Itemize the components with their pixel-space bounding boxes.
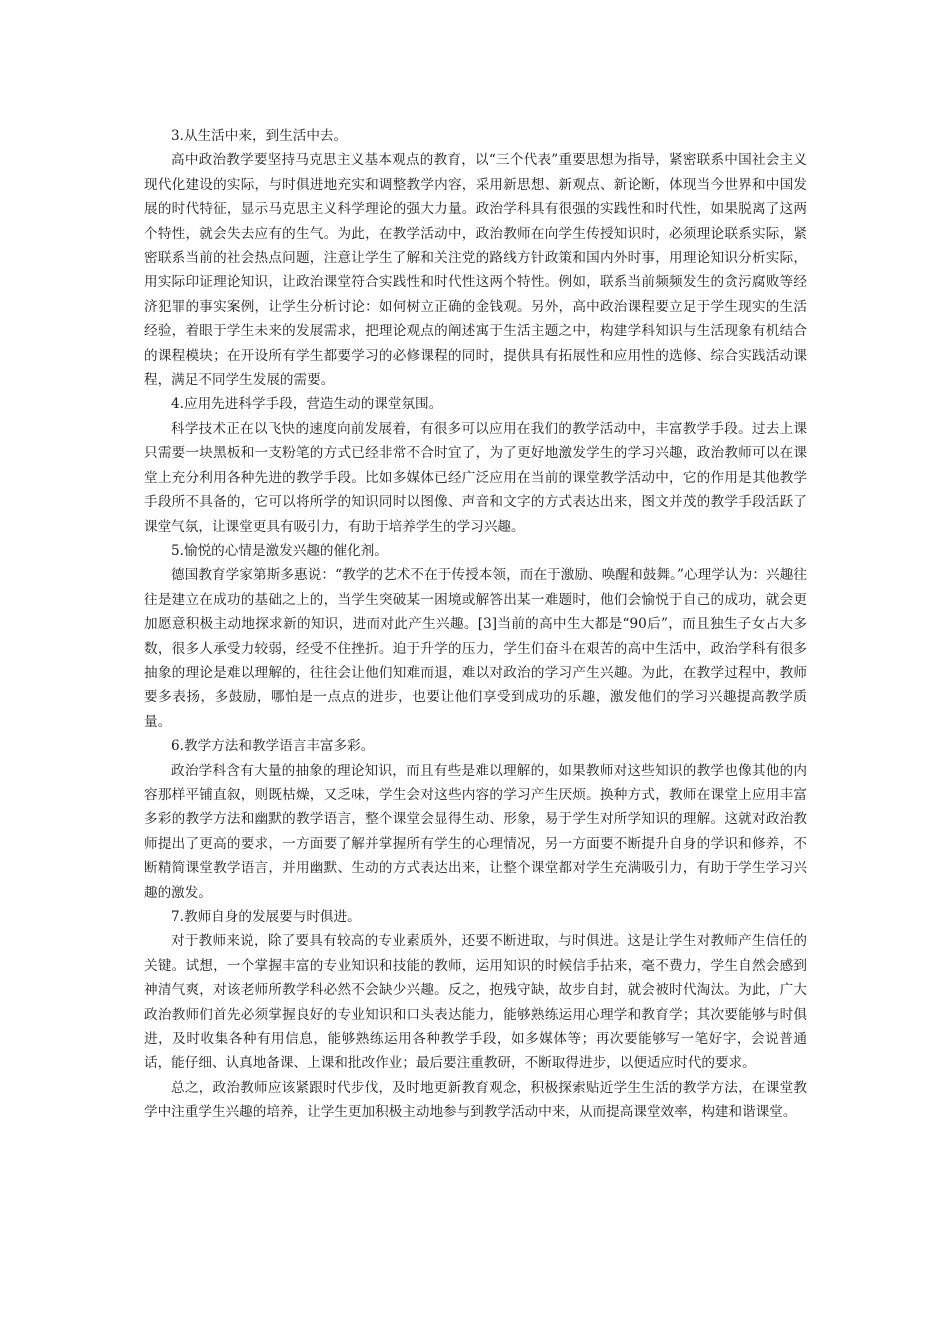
section-6-heading: 6.教学方法和教学语言丰富多彩。 bbox=[171, 738, 375, 755]
section-6-body: 政治学科含有大量的抽象的理论知识，而且有些是难以理解的，如果教师对这些知识的教学也像其他的内容那样平铺直叙，则既枯燥，又乏味，学生会对这些内容的学习产生厌烦。换种方式，教师在课堂上应用丰富多彩的教学方法和幽默的教学语言，整个课堂会显得生动、形象，易于学生对所学知识的理解。这就对政治教师提出了更高的要求，一方面要了解并掌握所有学生的心理情况，另一方面要不断提升自身的学识和修养，不断精简课堂教学语言，并用幽默、生动的方式表达出来，让整个课堂都对学生充满吸引力，有助于学生学习兴趣的激发。 bbox=[144, 762, 807, 901]
section-4-body: 科学技术正在以飞快的速度向前发展着，有很多可以应用在我们的教学活动中，丰富教学手段。过去上课只需要一块黑板和一支粉笔的方式已经非常不合时宜了，为了更好地激发学生的学习兴趣，政治教师可以在课堂上充分利用各种先进的教学手段。比如多媒体已经广泛应用在当前的课堂教学活动中，它的作用是其他教学手段所不具备的，它可以将所学的知识同时以图像、声音和文字的方式表达出来，图文并茂的教学手段活跃了课堂气氛，让课堂更具有吸引力，有助于培养学生的学习兴趣。 bbox=[144, 420, 807, 535]
section-3-body: 高中政治教学要坚持马克思主义基本观点的教育，以“三个代表”重要思想为指导，紧密联系中国社会主义现代化建设的实际，与时俱进地充实和调整教学内容，采用新思想、新观点、新论断，体现当今世界和中国发展的时代特征，显示马克思主义科学理论的强大力量。政治学科具有很强的实践性和时代性，如果脱离了这两个特性，就会失去应有的生气。为此，在教学活动中，政治教师在向学生传授知识时，必须理论联系实际，紧密联系当前的社会热点问题，注意让学生了解和关注党的路线方针政策和国内外时事，用理论知识分析实际，用实际印证理论知识，让政治课堂符合实践性和时代性这两个特性。例如，联系当前频频发生的贪污腐败等经济犯罪的事实案例，让学生分析讨论：如何树立正确的金钱观。另外，高中政治课程要立足于学生现实的生活经验，着眼于学生未来的发展需求，把理论观点的阐述寓于生活主题之中，构建学科知识与生活现象有机结合的课程模块；在开设所有学生都要学习的必修课程的同时，提供具有拓展性和应用性的选修、综合实践活动课程，满足不同学生发展的需要。 bbox=[144, 152, 807, 389]
section-3-heading: 3.从生活中来，到生活中去。 bbox=[171, 128, 348, 144]
section-7-body: 对于教师来说，除了要具有较高的专业素质外，还要不断进取，与时俱进。这是让学生对教师产生信任的关键。试想，一个掌握丰富的专业知识和技能的教师，运用知识的时候信手拈来，毫不费力，学生自然会感到神清气爽，对该老师所教学科必然不会缺少兴趣。反之，抱残守缺，故步自封，就会被时代淘汰。为此，广大政治教师们首先必须掌握良好的专业知识和口头表达能力，能够熟练运用心理学和教育学；其次要能够与时俱进，及时收集各种有用信息，能够熟练运用各种教学手段，如多媒体等；再次要能够写一笔好字，会说普通话，能仔细、认真地备课、上课和批改作业；最后要注重教研，不断取得进步，以便适应时代的要求。 bbox=[144, 933, 807, 1072]
document-page bbox=[144, 124, 807, 1125]
section-5-body: 德国教育学家第斯多惠说：“教学的艺术不在于传授本领，而在于激励、唤醒和鼓舞。”心理学认为：兴趣往往是建立在成功的基础之上的，当学生突破某一困境或解答出某一难题时，他们会愉悦于自己的成功，就会更加愿意积极主动地探求新的知识，进而对此产生兴趣。[3]当前的高中生大都是“90后”，而且独生子女占大多数，很多人承受力较弱，经受不住挫折。迫于升学的压力，学生们奋斗在艰苦的高中生活中，政治学科有很多抽象的理论是难以理解的，往往会让他们知难而退，难以对政治的学习产生兴趣。为此，在教学过程中，教师要多表扬，多鼓励，哪怕是一点点的进步，也要让他们享受到成功的乐趣，激发他们的学习兴趣提高教学质量。 bbox=[144, 567, 807, 730]
section-7-heading: 7.教师自身的发展要与时俱进。 bbox=[171, 909, 361, 925]
conclusion-paragraph: 总之，政治教师应该紧跟时代步伐，及时地更新教育观念，积极探索贴近学生生活的教学方法，在课堂教学中注重学生兴趣的培养，让学生更加积极主动地参与到教学活动中来，从而提高课堂效率，构建和谐课堂。 bbox=[144, 1079, 807, 1121]
section-5-heading: 5.愉悦的心情是激发兴趣的催化剂。 bbox=[171, 542, 388, 559]
section-4-heading: 4.应用先进科学手段，营造生动的课堂氛围。 bbox=[171, 396, 443, 413]
